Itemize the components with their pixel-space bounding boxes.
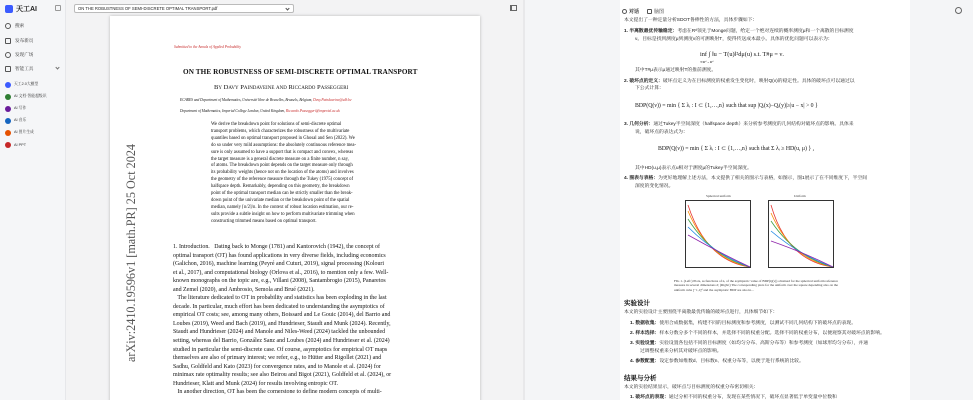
body-line: Loubes (2019), Weed and Bach (2019), and Hundrieser, Staudt and Munk (2024). Recently, — [173, 320, 391, 327]
step-title: 3. 实验设置： — [630, 341, 660, 346]
tool-label: AI 文档·智能超级识 — [14, 94, 47, 98]
arxiv-stamp: arXiv:2410.19596v1 [math.PR] 25 Oct 2024 — [124, 143, 138, 362]
abstract-line: do so under very mild assumptions: the absolutely continuous reference mea- — [211, 142, 357, 148]
result-step — [630, 395, 837, 400]
body-line: empirical OT costs; see, among many others, Boissard and Le Gouic (2014), del Barrio and — [173, 312, 391, 319]
compass-icon — [5, 52, 11, 58]
formula-monge-subscript: T:Rᵈ→Rᵈ — [700, 60, 714, 64]
sidebar-item-label: 智能工具 — [15, 66, 34, 71]
tool-item-skywork[interactable] — [5, 80, 65, 89]
abstract-line: the geometry of the reference measure through the Tukey (1975) concept of — [211, 177, 354, 183]
paper-body — [173, 243, 418, 397]
exp-step — [630, 359, 804, 365]
formula-bdp-1: BDP(Q(ν)) = min { Σ λᵢ : I ⊂ {1,…,n} such that sup |Qᵢ(x)−Qᵢ(y)|≥|u − x| > 0 } — [635, 103, 818, 109]
body-line: and Zemel (2020), and Ambrosio, Semola and Brué (2021). — [173, 286, 315, 293]
ppt-icon — [5, 142, 11, 148]
step-line: ν。目标是找到测度μ到测度ν的可测映射T，使得传送成本最小。具体的优化问题可以表示为： — [635, 37, 833, 42]
body-line: Hundrieser, Klatt and Munk (2024) for results involving entropic OT. — [173, 380, 339, 387]
tool-label: AI 写作 — [14, 106, 27, 110]
step-title: 2. 样本选择： — [630, 331, 660, 336]
step-text: 设定参数如维数d、目标数n、权重分布等，以便于进行系统的比较。 — [659, 359, 804, 364]
formula-monge: inf ∫ ‖u − T(u)‖²dμ(u) s.t. T#μ = ν. — [700, 51, 784, 58]
step-title: 4. 图表与表格： — [624, 176, 659, 181]
body-line: optimal transport (OT) has found applications in very diverse fields, including economics — [173, 252, 386, 259]
affiliation-1 — [180, 98, 352, 102]
summary-card — [620, 0, 910, 400]
plus-icon — [5, 38, 11, 44]
figure-left-title: Spherical uniform — [706, 194, 731, 198]
section-heading-experiment: 实验设计 — [624, 300, 650, 307]
image-icon — [5, 130, 11, 136]
abstract-line: point of the optimal transport median can be strictly smaller than the break- — [211, 191, 353, 197]
step-text: 通过Tukey半空间深度（halfspace depth）来分析参考测度的几何结构对破坏点的影响。具体来 — [653, 122, 854, 127]
pen-icon — [5, 106, 11, 112]
collapse-sidebar-icon[interactable] — [55, 5, 61, 11]
abstract-line: transport problems, which characterizes the robustness of the multivariate — [211, 128, 350, 134]
panel-tabs — [622, 8, 664, 15]
abstract-line: median, namely ⌈n/2⌉/n. In the context of robust location estimation, our re- — [211, 204, 354, 210]
step-line: 下公式计算： — [635, 86, 664, 91]
tool-item-ai-ppt[interactable] — [5, 140, 65, 149]
summary-intro: 本文提出了一种定量分析SDOT鲁棒性的方法，具体步骤如下： — [624, 18, 758, 23]
exp-step — [630, 321, 856, 327]
step-text: 使用合成数据集，构建不同的目标测度和参考测度，以测试不同几何结构下的破坏点的表现。 — [659, 321, 857, 326]
abstract-line: quantiles based on optimal transport proposed in Ghosal and Sen (2022). We — [211, 135, 355, 141]
formula-bdp-2: BDP(Q(ν)) = min { Σ λᵢ : I ⊂ {1,…,n} such that Σ λᵢ ≥ HD(u, μ) } , — [658, 146, 815, 152]
mindmap-icon — [647, 9, 652, 14]
pdf-page — [110, 16, 480, 400]
tool-label: 天工2.0大模型 — [14, 82, 39, 86]
body-line: decade. In particular, much effort has been dedicated to understanding the asymptotics of — [173, 303, 385, 310]
document-select[interactable] — [74, 4, 294, 13]
step-line: 说，破坏点的表达式为： — [635, 130, 688, 135]
body-line: The literature dedicated to OT in probability and statistics has been exploding in the last — [173, 295, 387, 302]
abstract-line: sults provide a subtle insight on how to perform multivariate trimming when — [211, 211, 355, 217]
figure-right-plot — [768, 200, 834, 268]
body-line: themselves are also of primary interest; we refer, e.g., to Hütter and Rigollet (2021) and — [173, 355, 382, 362]
experiment-intro: 本文的实验设计主要围绕半离散最优传输的破坏点进行，具体细节如下： — [624, 310, 778, 315]
tab-mindmap[interactable] — [647, 8, 664, 15]
exp-step: 过调整权重来分析其对破坏点的影响。 — [640, 349, 722, 354]
chat-icon — [622, 9, 627, 14]
email-link[interactable]: Davy.Paindaveine@ulb.be — [313, 98, 352, 102]
sidebar-item-new[interactable] — [3, 36, 63, 46]
step-line: 深度的变化情况。 — [635, 184, 674, 189]
body-line: setting, whereas del Barrio, González Sanz and Loubes (2024) and Hundrieser et al. (2024) — [173, 338, 390, 345]
step-line — [624, 79, 855, 85]
figure-caption: FIG 1. (Left:) Plots, as functions of n, of the asymptotic value of BDP(Q(ν)) obtained for the spherical uniform reference measure in several dimensions d; (Right:) The corresponding plots for the uniform over the square depending also on the uniform cube [−1,1]ᵈ and the asymptotic BDP are also in… — [674, 279, 839, 292]
body-line: In another direction, OT has been the cornerstone to define modern concepts of multi- — [173, 389, 382, 396]
step-title: 2. 破坏点的定义： — [624, 79, 663, 84]
logo-text: 天工AI — [16, 6, 37, 13]
sidebar-item-search[interactable] — [3, 21, 63, 31]
abstract-line: the target measure is a general discrete measure on a finite number, n say, — [211, 156, 349, 162]
tool-label: AI PPT — [14, 142, 27, 147]
step-text: 破坏点定义为在目标测度的权重发生变化时，映射Q(ν)的稳定性。具体的破坏点可以通过以 — [662, 79, 855, 84]
history-icon[interactable] — [955, 7, 962, 14]
tool-label: AI 音乐 — [14, 118, 27, 122]
collapse-panel-icon[interactable] — [510, 5, 517, 11]
results-intro: 本文的实验结果显示，破坏点与目标测度的权重分布密切相关： — [624, 385, 759, 390]
sidebar-item-tools[interactable] — [3, 64, 63, 74]
sidebar-item-discover[interactable] — [3, 50, 63, 60]
skywork-icon — [5, 82, 11, 88]
figure-left-plot — [685, 200, 751, 268]
tool-item-ai-music[interactable] — [5, 116, 65, 125]
sidebar — [0, 0, 66, 400]
affiliation-text: ECARES and Department of Mathematics, Université libre de Bruxelles, Brussels, Belgium, — [180, 98, 314, 102]
abstract-line: sure is only assumed to have a support that is compact and convex, whereas — [211, 149, 354, 155]
document-filename: ON THE ROBUSTNESS OF SEMI-DISCRETE OPTIMAL TRANSPORT.pdf — [78, 6, 218, 11]
step-text: 实验设置各包括不同的目标测度（如均匀分布、高斯分布等）和参考测度（如球形均匀分布），并通 — [659, 341, 868, 346]
step-line — [624, 176, 867, 182]
abstract — [211, 122, 381, 226]
abstract-line: its probability weights (hence not on the location of the atoms) and involves — [211, 170, 354, 176]
chevron-down-icon — [285, 6, 289, 10]
body-line: minimax rate optimality results; see also Beirou and Bigot (2021), Goldfeld et al. (2024), or — [173, 372, 392, 379]
step-line — [624, 122, 854, 128]
sidebar-item-label: 发现广场 — [15, 52, 34, 57]
logo-icon — [5, 5, 13, 13]
body-line: et al., 2017), and computational biology (Orlova et al., 2016), to mention only a few. Well- — [173, 269, 389, 276]
sidebar-item-label: 搜索 — [15, 23, 25, 28]
figure-right-title: Uniform — [794, 194, 806, 198]
tab-label: 脑图 — [654, 9, 665, 15]
step-line: 其中T#μ表示μ通过映射T的推前测度。 — [635, 68, 717, 73]
step-title: 3. 几何分析： — [624, 122, 654, 127]
abstract-line: halfspace depth. Remarkably, depending on this geometry, the breakdown — [211, 184, 350, 190]
step-title: 4. 参数配置： — [630, 359, 660, 364]
music-icon — [5, 118, 11, 124]
abstract-line: We derive the breakdown point for solutions of semi-discrete optimal — [211, 122, 342, 127]
affiliation-text: Department of Mathematics, Imperial College London, United Kingdom, — [180, 109, 286, 113]
tool-item-ai-writing[interactable] — [5, 104, 65, 113]
abstract-line: down point of the univariate median or the breakdown point of the spatial — [211, 197, 350, 203]
section-heading-introduction: 1. Introduction. Dating back to Monge (1781) and Kantorovich (1942), the concept of — [173, 244, 380, 250]
chevron-down-icon — [55, 65, 59, 69]
body-line: known monographs on the topic are, e.g., Villani (2008), Santambrogio (2015), Panaretos — [173, 278, 386, 285]
exp-step — [630, 331, 885, 337]
tools-icon — [5, 66, 11, 72]
body-line: (Galichon, 2016), machine learning (Peyré and Cuturi, 2019), signal processing (Kolouri — [173, 261, 385, 268]
abstract-line: of atoms. The breakdown point depends on the target measure only through — [211, 163, 353, 169]
body-line: Staudt and Hundrieser (2024) and Manole and Niles-Weed (2024) tackled the unbounded — [173, 329, 386, 336]
paper-title: ON THE ROBUSTNESS OF SEMI-DISCRETE OPTIMAL TRANSPORT — [183, 68, 418, 76]
step-text: 样本分数分多个不同的样本，并选择不同的权重分配。选择不同的权重分布，以便观察其对破坏点的影响。 — [659, 331, 885, 336]
tab-chat[interactable] — [622, 8, 639, 15]
paper-authors: By Davy Paindaveine and Riccardo Passeggeri — [214, 84, 349, 91]
step-title: 1. 数据收集： — [630, 321, 660, 326]
search-icon — [5, 23, 11, 29]
step-text: 为更好地理解上述方法，本文提供了相关的图示与表格，如图示，图1展示了在不同维度下，半空间 — [658, 176, 868, 181]
tool-item-ai-image[interactable] — [5, 128, 65, 137]
step-line — [624, 29, 854, 35]
journal-note: Submitted to the Annals of Applied Probability — [174, 45, 242, 49]
step-text: 考虑在Rᵈ领先于Monge问题，给定一个绝对连续的概率测度μ和一个离散的目标测度 — [677, 29, 854, 34]
section-heading-results: 结果与分析 — [624, 375, 657, 382]
app-logo[interactable] — [5, 4, 37, 14]
step-title: 1. 破坏点的表现： — [630, 395, 669, 400]
sidebar-item-label: 发布新员 — [15, 38, 34, 43]
step-title: 1. 半离散最优传输稳定： — [624, 29, 678, 34]
abstract-line: constructing trimmed means based on optimal transport. — [211, 218, 317, 224]
affiliation-2 — [180, 109, 340, 113]
step-line: 其中HD(u,μ)表示点u相对于测度μ的Tukey半空间深度。 — [635, 166, 752, 171]
body-line: Sadhu, Goldfeld and Kato (2023) for convergence rates, and to Manole et al. (2024) for — [173, 363, 381, 370]
tool-label: AI 图片生成 — [14, 130, 34, 134]
email-link[interactable]: Riccardo.Passeggeri@imperial.ac.uk — [285, 109, 340, 113]
exp-step — [630, 341, 868, 347]
step-text: 通过分析不同的权重分布，发现在某些情况下，破坏点显著低于单变量中位数和 — [668, 395, 837, 400]
tab-label: 对话 — [629, 9, 640, 15]
tool-item-ai-doc[interactable] — [5, 92, 65, 101]
document-icon — [5, 94, 11, 100]
body-line: studied in particular the semi-discrete case. Of course, asymptotics for empirical OT maps — [173, 346, 388, 353]
